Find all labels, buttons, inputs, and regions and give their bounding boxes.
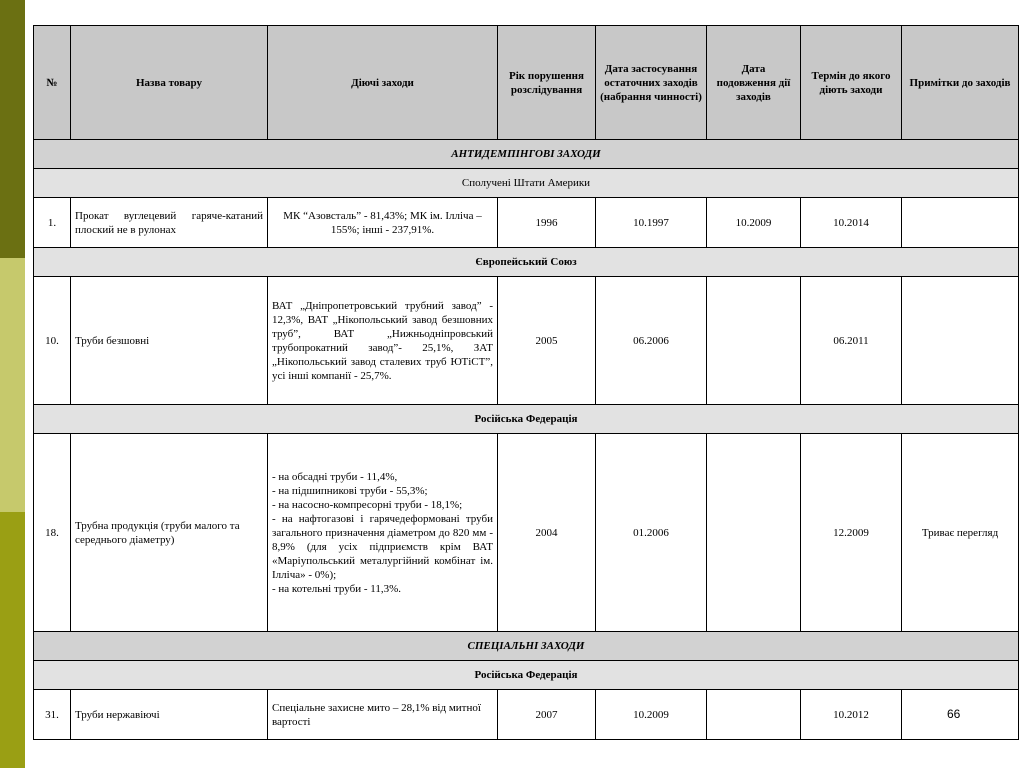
row-date-extended: 10.2009: [707, 198, 801, 248]
header-date-extended: Дата подовження дії заходів: [707, 26, 801, 140]
country-eu: Європейський Союз: [34, 248, 1019, 277]
country-rf: Російська Федерація: [34, 661, 1019, 690]
row-measures: ВАТ „Дніпропетровський трубний завод” - 12,3%, ВАТ „Нікопольський завод безшовних труб”, ВАТ „Нижньодніпровський трубопрокатний завод”- 25,1%, ЗАТ „Нікопольський завод сталевих труб ЮТіСТ”, усі інші компанії - 25,7%.: [268, 277, 498, 405]
decorative-bar-bottom: [0, 512, 25, 768]
row-name: Трубна продукція (труби малого та середнього діаметру): [71, 434, 268, 632]
row-notes: [902, 277, 1019, 405]
section-row: [34, 632, 1019, 661]
country-row: [34, 248, 1019, 277]
row-year: 2004: [498, 434, 596, 632]
header-num: №: [34, 26, 71, 140]
row-date-applied: 10.1997: [596, 198, 707, 248]
row-num: 31.: [34, 690, 71, 740]
row-year: 2007: [498, 690, 596, 740]
row-date-applied: 06.2006: [596, 277, 707, 405]
country-row: [34, 405, 1019, 434]
country-row: [34, 661, 1019, 690]
row-name: Труби безшовні: [71, 277, 268, 405]
table-row: [34, 690, 1019, 740]
row-measures: [268, 434, 498, 632]
measure-line: - на підшипникові труби - 55,3%;: [272, 484, 428, 497]
measure-line: - на котельні труби - 11,3%.: [272, 582, 402, 595]
row-term: 10.2012: [801, 690, 902, 740]
row-measures: МК “Азовсталь” - 81,43%; МК ім. Ілліча – 155%; інші - 237,91%.: [268, 198, 498, 248]
row-date-extended: [707, 690, 801, 740]
row-term: 10.2014: [801, 198, 902, 248]
measure-line: - на насосно-компресорні труби - 18,1%;: [272, 498, 463, 511]
decorative-bar-middle: [0, 258, 25, 512]
measure-line: - на обсадні труби - 11,4%,: [272, 470, 398, 483]
header-date-applied: Дата застосування остаточних заходів (набрання чинності): [596, 26, 707, 140]
row-num: 18.: [34, 434, 71, 632]
row-date-applied: 01.2006: [596, 434, 707, 632]
row-year: 1996: [498, 198, 596, 248]
country-rf: Російська Федерація: [34, 405, 1019, 434]
header-measures: Діючі заходи: [268, 26, 498, 140]
section-row: [34, 140, 1019, 169]
row-num: 1.: [34, 198, 71, 248]
trade-measures-table: [33, 25, 1019, 740]
section-antidumping: АНТИДЕМПІНГОВІ ЗАХОДИ: [34, 140, 1019, 169]
decorative-bar-top: [0, 0, 25, 258]
row-term: 12.2009: [801, 434, 902, 632]
row-date-extended: [707, 434, 801, 632]
row-date-applied: 10.2009: [596, 690, 707, 740]
row-date-extended: [707, 277, 801, 405]
table-row: [34, 198, 1019, 248]
header-term: Термін до якого діють заходи: [801, 26, 902, 140]
country-row: [34, 169, 1019, 198]
row-measures: Спеціальне захисне мито – 28,1% від митної вартості: [268, 690, 498, 740]
header-year: Рік порушення розслідування: [498, 26, 596, 140]
row-notes: Триває перегляд: [902, 434, 1019, 632]
row-name: Труби нержавіючі: [71, 690, 268, 740]
row-notes: [902, 198, 1019, 248]
table-row: [34, 277, 1019, 405]
row-num: 10.: [34, 277, 71, 405]
measure-line: - на нафтогазові і гарячедеформовані труби загального призначення діаметром до 820 мм - 8,9% (для усіх підприємств крім ВАТ «Маріупольський металургійний комбінат ім. Ілліча» - 0%);: [272, 512, 493, 581]
row-name: Прокат вуглецевий гаряче-катаний плоский не в рулонах: [71, 198, 268, 248]
header-name: Назва товару: [71, 26, 268, 140]
table-row: [34, 434, 1019, 632]
section-special: СПЕЦІАЛЬНІ ЗАХОДИ: [34, 632, 1019, 661]
page-number: 66: [947, 707, 961, 721]
header-row: [34, 26, 1019, 140]
row-year: 2005: [498, 277, 596, 405]
country-usa: Сполучені Штати Америки: [34, 169, 1019, 198]
row-term: 06.2011: [801, 277, 902, 405]
header-notes: Примітки до заходів: [902, 26, 1019, 140]
